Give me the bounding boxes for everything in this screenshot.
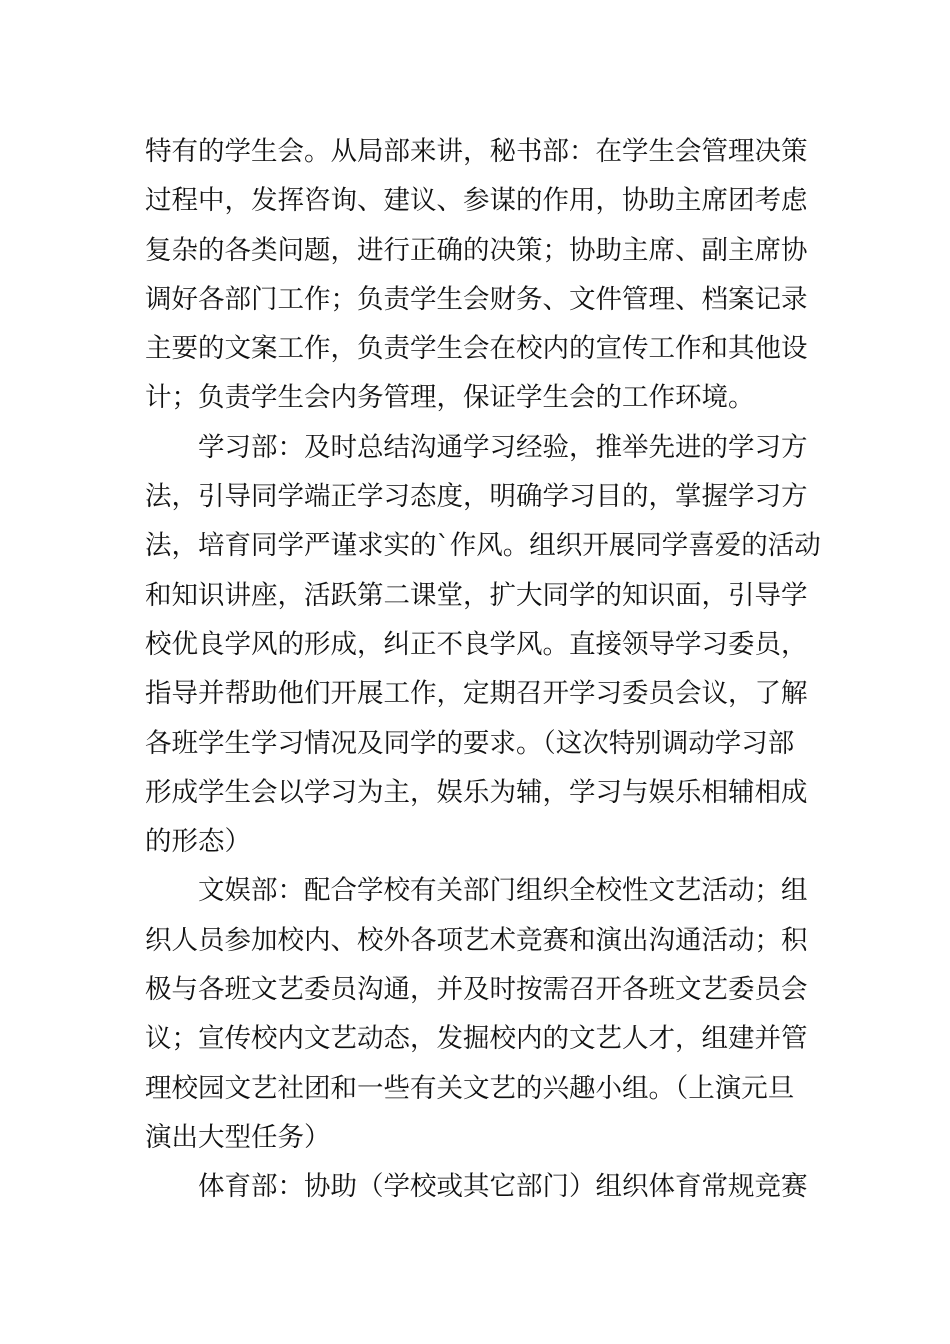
text-line: 过程中，发挥咨询、建议、参谋的作用，协助主席团考虑 [145, 185, 808, 217]
text-line: 织人员参加校内、校外各项艺术竞赛和演出沟通活动；积 [145, 924, 808, 956]
text-line: 议；宣传校内文艺动态，发掘校内的文艺人才，组建并管 [145, 1023, 808, 1055]
text-line: 演出大型任务） [145, 1121, 331, 1153]
text-line: 的形态） [145, 826, 251, 858]
text-line: 各班学生学习情况及同学的要求。（这次特别调动学习部 [145, 727, 795, 759]
text-line: 极与各班文艺委员沟通，并及时按需召开各班文艺委员会 [145, 974, 808, 1006]
text-line: 法，引导同学端正学习态度，明确学习目的，掌握学习方 [145, 481, 808, 513]
text-line: 文娱部：配合学校有关部门组织全校性文艺活动；组 [198, 875, 808, 907]
text-line: 学习部：及时总结沟通学习经验，推举先进的学习方 [198, 431, 808, 463]
text-line: 指导并帮助他们开展工作，定期召开学习委员会议，了解 [145, 678, 808, 710]
text-line: 特有的学生会。从局部来讲，秘书部：在学生会管理决策 [145, 136, 808, 167]
text-line: 校优良学风的形成，纠正不良学风。直接领导学习委员， [145, 628, 808, 660]
text-line: 体育部：协助（学校或其它部门）组织体育常规竞赛 [198, 1171, 808, 1203]
text-line: 形成学生会以学习为主，娱乐为辅，学习与娱乐相辅相成 [145, 776, 808, 808]
text-line: 法，培育同学严谨求实的`作风。组织开展同学喜爱的活动 [145, 530, 821, 562]
paragraph-sports-department [145, 1162, 810, 1211]
text-line: 主要的文案工作，负责学生会在校内的宣传工作和其他设 [145, 333, 808, 365]
paragraph-secretariat [145, 127, 810, 423]
text-line: 调好各部门工作；负责学生会财务、文件管理、档案记录 [145, 283, 808, 315]
paragraph-study-department [145, 423, 821, 867]
paragraph-entertainment-department [145, 866, 810, 1162]
text-line: 理校园文艺社团和一些有关文艺的兴趣小组。（上演元旦 [145, 1072, 795, 1104]
document-body [145, 127, 821, 1212]
text-line: 计；负责学生会内务管理，保证学生会的工作环境。 [145, 382, 755, 414]
text-line: 复杂的各类问题，进行正确的决策；协助主席、副主席协 [145, 234, 808, 266]
text-line: 和知识讲座，活跃第二课堂，扩大同学的知识面，引导学 [145, 579, 808, 611]
